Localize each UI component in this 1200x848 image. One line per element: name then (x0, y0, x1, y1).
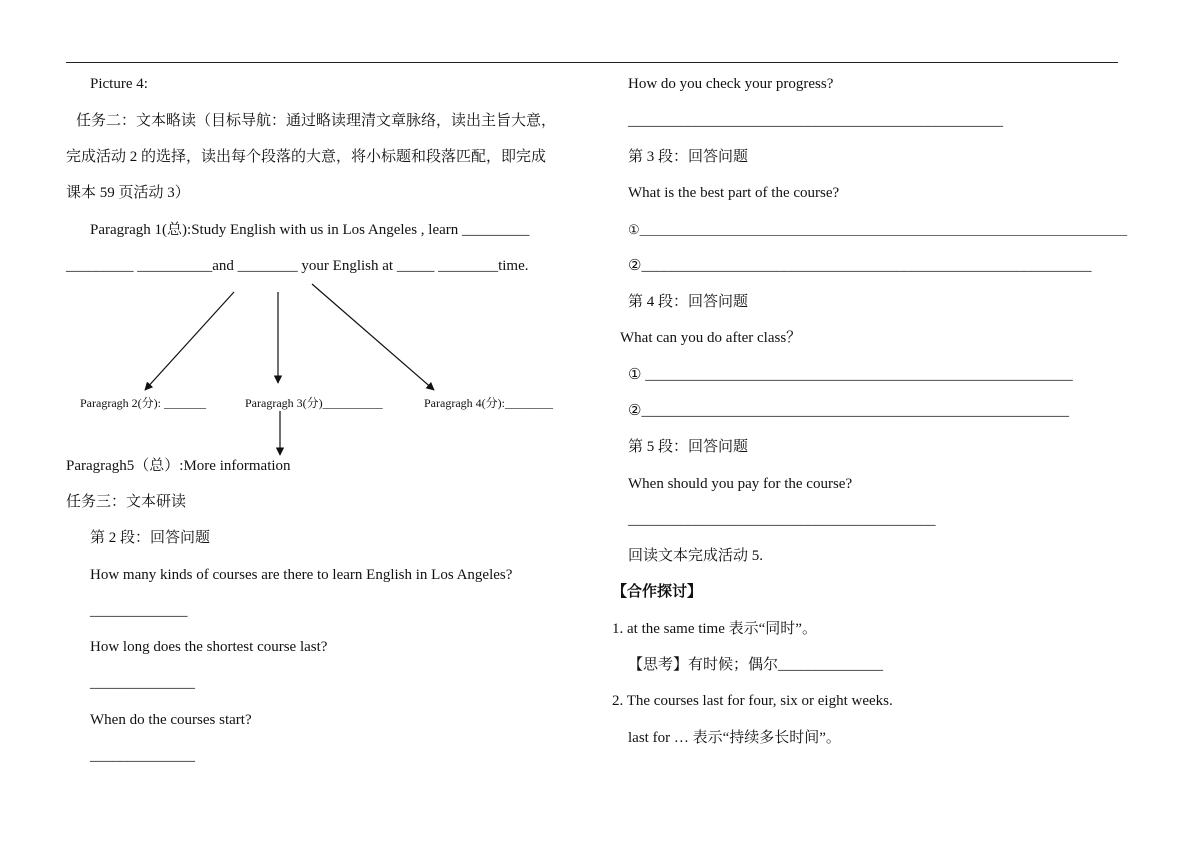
question-pay: When should you pay for the course? (628, 476, 853, 492)
item1-phrase: 1. at the same time 表示“同时”。 (612, 621, 817, 637)
answer-best-1: ①___________________________________________________________________________ (628, 222, 1128, 237)
question-course-kinds: How many kinds of courses are there to learn English in Los Angeles? (90, 567, 513, 583)
task2-line3: 课本 59 页活动 3） (66, 185, 190, 201)
item2-sentence: 2. The courses last for four, six or eight weeks. (612, 693, 893, 709)
arrow-to-para2 (145, 292, 234, 390)
task2-line2: 完成活动 2 的选择，读出每个段落的大意，将小标题和段落匹配，即完成 (66, 149, 547, 165)
reread-instruction: 回读文本完成活动 5. (628, 548, 764, 564)
question-course-start: When do the courses start? (90, 712, 252, 728)
answer-after-2: ②_________________________________________________________ (628, 403, 1069, 419)
diagram-para2: Paragragh 2(分): _______ (80, 396, 206, 410)
task3-heading: 任务三：文本研读 (66, 494, 187, 510)
answer-blank-3: ______________ (90, 748, 195, 764)
item2-note: last for … 表示“持续多长时间”。 (628, 730, 841, 746)
para5-label: Paragragh5（总）:More information (66, 458, 291, 474)
question-shortest-course: How long does the shortest course last? (90, 639, 328, 655)
answer-blank-pay: _________________________________________ (628, 512, 936, 528)
section4-heading: 第 4 段：回答问题 (628, 294, 749, 310)
answer-best-2: ②____________________________________________________________ (628, 258, 1092, 274)
para1-line1: Paragragh 1(总):Study English with us in Los Angeles , learn _________ (90, 222, 530, 238)
answer-after-1: ① _________________________________________________________ (628, 367, 1073, 383)
para1-line2: _________ __________and ________ your English at _____ ________time. (66, 258, 529, 274)
question-after-class: What can you do after class？ (620, 330, 802, 346)
question-best-part: What is the best part of the course? (628, 185, 840, 201)
picture-label: Picture 4: (90, 76, 148, 92)
item1-think: 【思考】有时候；偶尔______________ (628, 657, 884, 673)
task2-line1: 任务二：文本略读（目标导航：通过略读理清文章脉络，读出主旨大意， (76, 113, 557, 129)
answer-blank-progress: __________________________________________________ (628, 113, 1003, 129)
diagram-para4: Paragragh 4(分):________ (424, 396, 553, 410)
answer-blank-2: ______________ (90, 675, 195, 691)
arrow-to-para4 (312, 284, 434, 390)
diagram-para3: Paragragh 3(分)__________ (245, 396, 383, 410)
section3-heading: 第 3 段：回答问题 (628, 149, 749, 165)
answer-blank-1: _____________ (90, 603, 188, 619)
section2-heading: 第 2 段：回答问题 (90, 530, 211, 546)
section5-heading: 第 5 段：回答问题 (628, 439, 749, 455)
question-check-progress: How do you check your progress? (628, 76, 834, 92)
cooperation-heading: 【合作探讨】 (612, 584, 703, 600)
